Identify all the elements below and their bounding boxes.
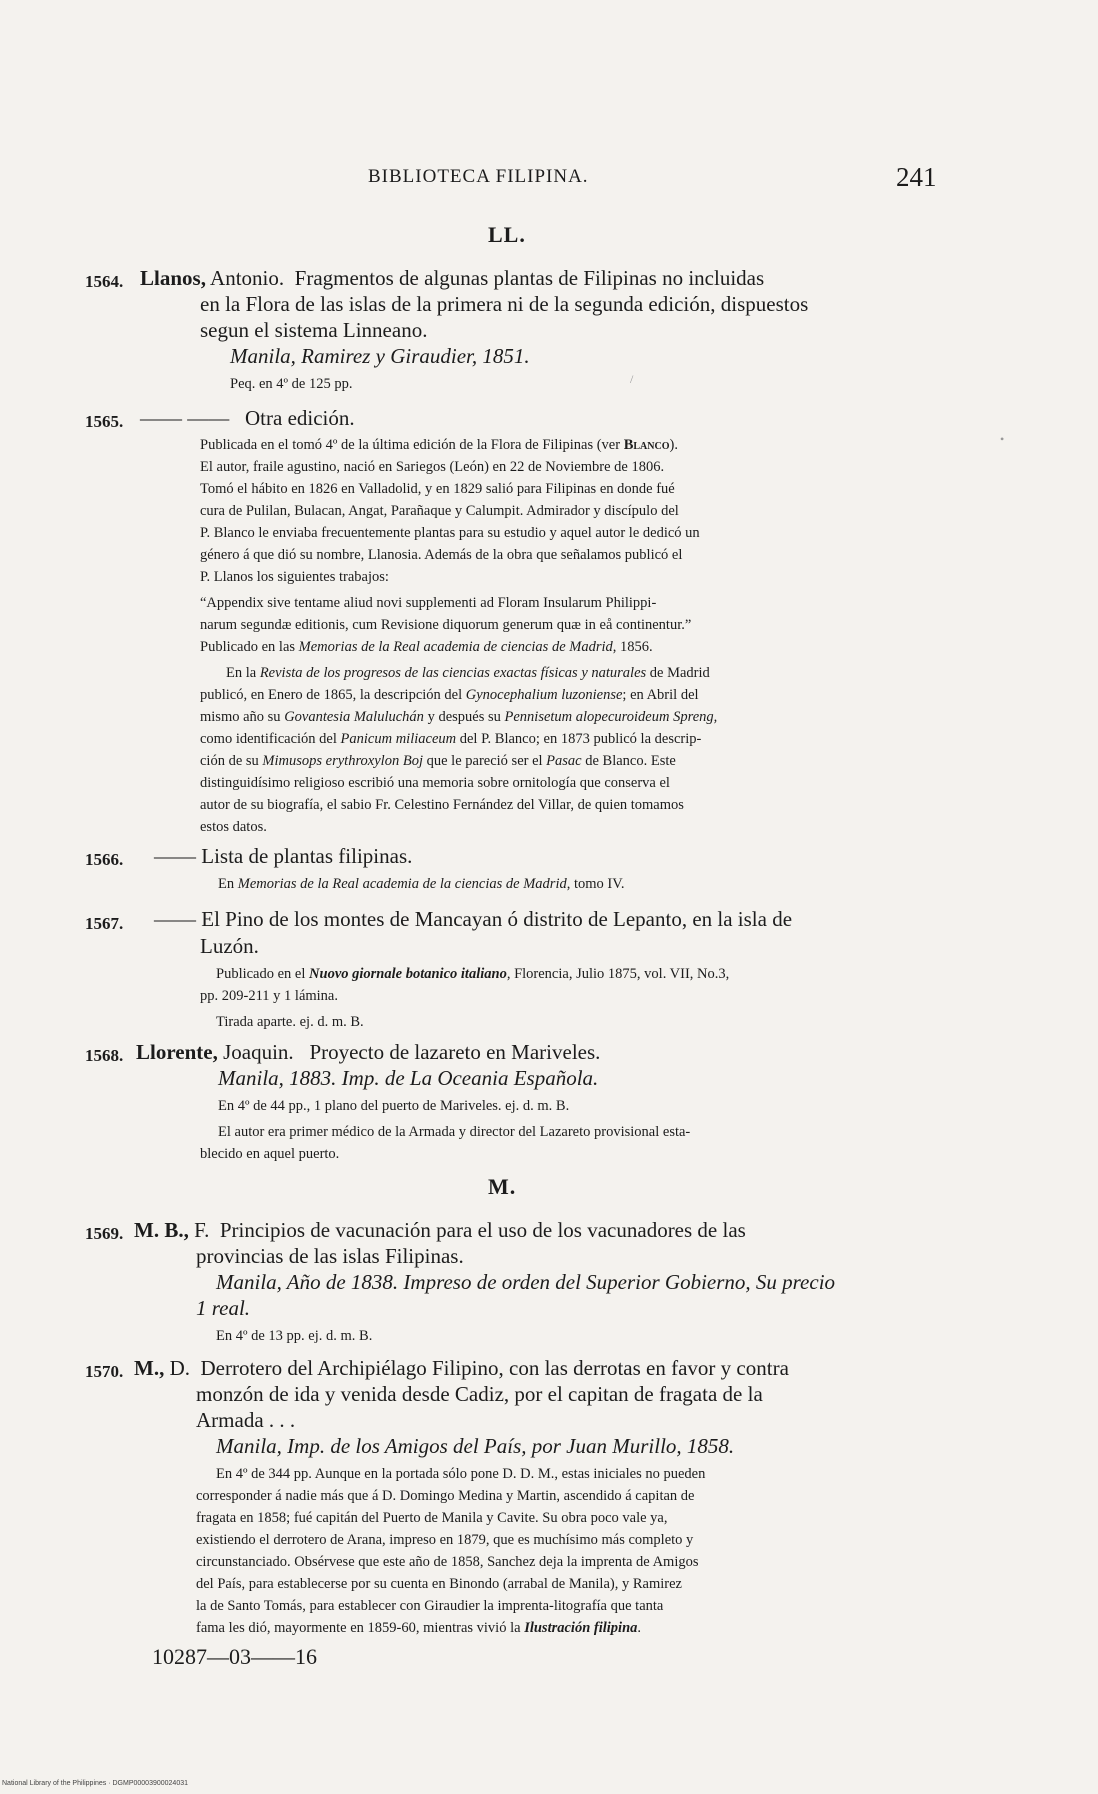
entry-heading <box>134 1218 746 1243</box>
note-line: cura de Pulilan, Bulacan, Angat, Parañaque y Calumpit. Admirador y discípulo del <box>200 503 679 519</box>
section-heading-ll: LL. <box>488 222 526 247</box>
note-text: Mimusops erythroxylon Boj <box>262 753 423 769</box>
title-line: Fragmentos de algunas plantas de Filipinas no incluidas <box>294 266 765 290</box>
note-text: , Florencia, Julio 1875, vol. VII, No.3, <box>506 966 730 982</box>
note-text: . <box>637 1620 642 1636</box>
note-line: género á que dió su nombre, Llanosia. Además de la obra que señalamos publicó el <box>200 547 683 563</box>
author-name: M. B., <box>134 1218 189 1242</box>
physical-description: En 4º de 13 pp. ej. d. m. B. <box>216 1328 373 1344</box>
author-name: M., <box>134 1356 165 1380</box>
entry-number: 1569. <box>85 1224 124 1243</box>
note-line <box>218 876 624 893</box>
note-line: “Appendix sive tentame aliud novi supplementi ad Floram Insularum Philippi- <box>200 595 657 611</box>
note-line: circunstanciado. Obsérvese que este año de 1858, Sanchez deja la imprenta de Amigos <box>196 1554 699 1570</box>
imprint: 1 real. <box>196 1296 251 1320</box>
entry-heading <box>154 844 412 869</box>
note-line: Tirada aparte. ej. d. m. B. <box>216 1014 364 1030</box>
note-text: Ilustración filipina <box>524 1620 638 1636</box>
note-line: corresponder á nadie más que á D. Domingo Medina y Martin, ascendido á capitan de <box>196 1488 695 1504</box>
section-heading-m: M. <box>488 1174 517 1199</box>
imprint: Manila, Imp. de los Amigos del País, por Juan Murillo, 1858. <box>216 1434 735 1458</box>
note-text: como identificación del <box>200 731 341 747</box>
repeat-dash: —— <box>154 907 196 931</box>
note-line <box>226 665 710 682</box>
title-line: Proyecto de lazareto en Mariveles. <box>309 1040 601 1064</box>
author-name: Llorente, <box>136 1040 218 1064</box>
note-line <box>200 639 653 656</box>
note-text: Pennisetum alopecuroideum Spreng, <box>504 709 718 725</box>
note-text: , 1856. <box>612 639 653 655</box>
note-text: de Blanco. Este <box>581 753 676 769</box>
note-line: la de Santo Tomás, para establecer con Giraudier la imprenta-litografía que tanta <box>196 1598 664 1614</box>
entry-number: 1570. <box>85 1362 124 1381</box>
note-text: Memorias de la Real academia de ciencias de Madrid <box>298 639 613 655</box>
note-line: del País, para establecerse por su cuenta en Binondo (arrabal de Manila), y Ramirez <box>196 1576 682 1592</box>
entry-heading <box>136 1040 600 1065</box>
title-line: provincias de las islas Filipinas. <box>196 1244 464 1268</box>
title-line: Armada . . . <box>196 1408 296 1432</box>
note-line <box>196 1620 641 1637</box>
note-line <box>200 753 676 770</box>
note-line: pp. 209-211 y 1 lámina. <box>200 988 338 1004</box>
note-line: En 4º de 344 pp. Aunque en la portada sólo pone D. D. M., estas iniciales no pueden <box>216 1466 706 1482</box>
note-text: Publicado en las <box>200 639 299 655</box>
entry-number: 1568. <box>85 1046 124 1065</box>
running-title: BIBLIOTECA FILIPINA. <box>368 166 589 187</box>
imprint: Manila, Ramirez y Giraudier, 1851. <box>230 344 530 368</box>
note-line: fragata en 1858; fué capitán del Puerto de Manila y Cavite. Su obra poco vale ya, <box>196 1510 668 1526</box>
author-given: Joaquin. <box>223 1040 294 1064</box>
note-line <box>216 966 729 983</box>
note-line: P. Blanco le enviaba frecuentemente plantas para su estudio y aquel autor le dedicó un <box>200 525 700 541</box>
note-text: que le pareció ser el <box>422 753 547 769</box>
note-text: Panicum miliaceum <box>340 731 457 747</box>
title-line: Otra edición. <box>245 406 355 430</box>
note-text: Pasac <box>546 753 582 769</box>
entry-heading <box>140 266 764 291</box>
title-line: monzón de ida y venida desde Cadiz, por el capitan de fragata de la <box>196 1382 763 1406</box>
physical-description: Peq. en 4º de 125 pp. <box>230 376 353 392</box>
note-text: Nuovo giornale botanico italiano <box>309 966 507 982</box>
note-text: ). <box>669 437 678 453</box>
margin-mark: / <box>630 372 634 386</box>
note-text: En la <box>226 665 260 681</box>
title-line: El Pino de los montes de Mancayan ó distrito de Lepanto, en la isla de <box>201 907 793 931</box>
title-line: Derrotero del Archipiélago Filipino, con las derrotas en favor y contra <box>200 1356 789 1380</box>
note-line: P. Llanos los siguientes trabajos: <box>200 569 389 585</box>
note-line: blecido en aquel puerto. <box>200 1146 340 1162</box>
repeat-dash: —— <box>154 844 196 868</box>
page-number: 241 <box>896 162 937 192</box>
physical-description: En 4º de 44 pp., 1 plano del puerto de Mariveles. ej. d. m. B. <box>218 1098 570 1114</box>
imprint: Manila, Año de 1838. Impreso de orden del Superior Gobierno, Su precio <box>216 1270 836 1294</box>
entry-heading <box>134 1356 789 1381</box>
repeat-dash: —— —— <box>140 406 230 430</box>
title-line: Principios de vacunación para el uso de los vacunadores de las <box>219 1218 746 1242</box>
note-line: El autor era primer médico de la Armada y director del Lazareto provisional esta- <box>218 1124 691 1140</box>
note-line: distinguidísimo religioso escribió una memoria sobre ornitología que conserva el <box>200 775 670 791</box>
note-text: Revista de los progresos de las ciencias exactas físicas y naturales <box>259 665 647 681</box>
entry-heading <box>154 907 792 932</box>
imprint: Manila, 1883. Imp. de La Oceania Española. <box>218 1066 599 1090</box>
title-line: segun el sistema Linneano. <box>200 318 428 342</box>
entry-number: 1566. <box>85 850 124 869</box>
scan-credit: National Library of the Philippines · DGMP00003900024031 <box>2 1780 189 1787</box>
note-text: , tomo IV. <box>566 876 625 892</box>
note-text: Publicada en el tomó 4º de la última edición de la Flora de Filipinas (ver <box>200 437 624 453</box>
margin-mark: • <box>1000 432 1005 446</box>
note-line: narum segundæ editionis, cum Revisione diquorum generum quæ in eå continentur.” <box>200 617 692 633</box>
entry-number: 1564. <box>85 272 124 291</box>
note-text: mismo año su <box>200 709 285 725</box>
note-text: Blanco <box>623 437 670 453</box>
note-text: Memorias de la Real academia de la ciencias de Madrid <box>237 876 567 892</box>
note-text: de Madrid <box>646 665 710 681</box>
title-line: Lista de plantas filipinas. <box>201 844 413 868</box>
entry-number: 1567. <box>85 914 124 933</box>
note-line: estos datos. <box>200 819 267 835</box>
note-line <box>200 437 678 454</box>
note-text: ; en Abril del <box>622 687 699 703</box>
entry-heading <box>140 406 355 431</box>
author-given: Antonio. <box>210 266 285 290</box>
author-name: Llanos, <box>140 266 206 290</box>
note-text: Publicado en el <box>216 966 310 982</box>
title-line: Luzón. <box>200 934 259 958</box>
note-line <box>200 709 717 726</box>
note-line: existiendo el derrotero de Arana, impreso en 1879, que es muchísimo más completo y <box>196 1532 694 1548</box>
entry-number: 1565. <box>85 412 124 431</box>
note-line <box>200 731 701 748</box>
note-text: Gynocephalium luzoniense <box>465 687 623 703</box>
note-text: ción de su <box>200 753 263 769</box>
note-text: del P. Blanco; en 1873 publicó la descrip- <box>456 731 702 747</box>
note-text: publicó, en Enero de 1865, la descripción del <box>200 687 466 703</box>
author-given: D. <box>169 1356 190 1380</box>
note-text: En <box>218 876 238 892</box>
title-line: en la Flora de las islas de la primera ni de la segunda edición, dispuestos <box>200 292 809 316</box>
author-given: F. <box>194 1218 210 1242</box>
note-text: Govantesia Maluluchán <box>284 709 424 725</box>
note-line <box>200 687 699 704</box>
note-text: fama les dió, mayormente en 1859-60, mientras vivió la <box>196 1620 525 1636</box>
note-line: El autor, fraile agustino, nació en Sariegos (León) en 22 de Noviembre de 1806. <box>200 459 665 475</box>
note-line: autor de su biografía, el sabio Fr. Celestino Fernández del Villar, de quien tomamos <box>200 797 684 813</box>
note-line: Tomó el hábito en 1826 en Valladolid, y en 1829 salió para Filipinas en donde fué <box>200 481 675 497</box>
note-text: y después su <box>423 709 505 725</box>
signature-mark: 10287—03——16 <box>152 1644 317 1669</box>
